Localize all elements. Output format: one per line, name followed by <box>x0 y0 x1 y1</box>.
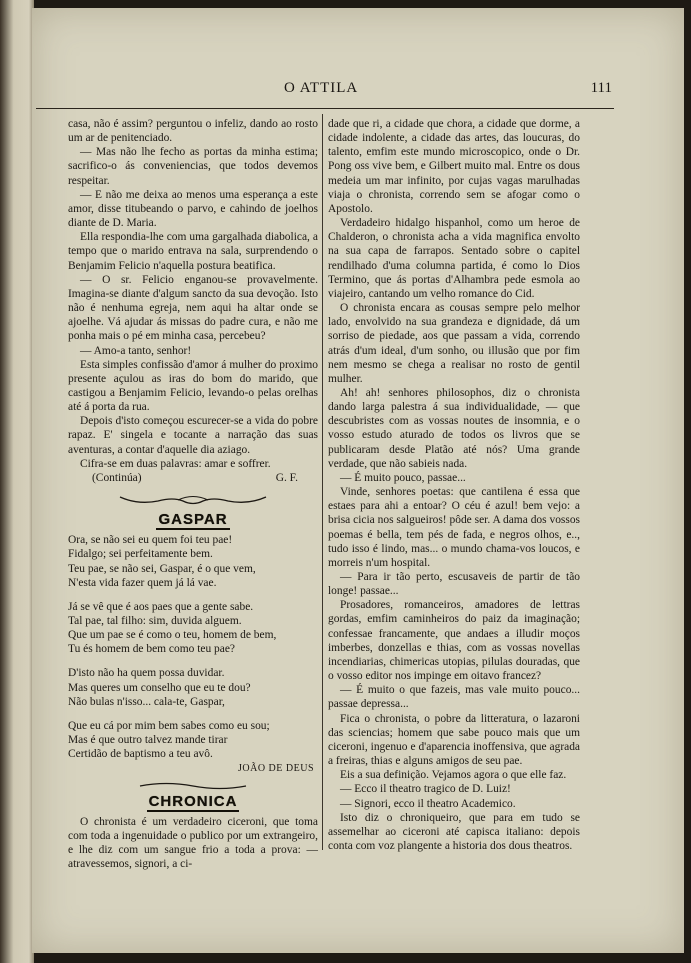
paragraph: Vinde, senhores poetas: que cantilena é essa que estaes para ahi a entoar? O céu é azul! bem vejo: a brisa cicia nos salgueiros! pôde ser. A dama dos vossos poemas é bella, tem pés de fada, e negros olhos, e.., tudo isso é lindo, mas... o mundo chama-vos loucos, e morreis n'um hospital. <box>328 486 580 569</box>
verse-line: Que um pae se é como o teu, homem de bem, <box>68 629 277 642</box>
paragraph: Prosadores, romanceiros, amadores de lettras gordas, emfim caminheiros do paiz da imaginação; confessae francamente, que andaes a illudir moços imberbes, donzellas e thias, com as vossas novellas incendiarias, chimericas utopias, pilulas douradas, que o vosso editor nos impinge em oitavo francez? <box>328 599 580 683</box>
poem-author: JOÃO DE DEUS <box>238 763 314 775</box>
paragraph: Cifra-se em duas palavras: amar e soffrer. <box>80 457 271 470</box>
paragraph: dade que ri, a cidade que chora, a cidade que dorme, a cidade indolente, a cidade das artes, das loucuras, do talento, emfim este mundo microscopico, onde o Dr. Pong oss vive bem, e Gilbert muito mal. Entre os dous medeia um mar infinito, por cujas vagas marulhadas viaja o chronista, correndo sem se afogar como o Apostolo. <box>328 118 580 215</box>
paragraph: — Mas não lhe fecho as portas da minha estima; sacrifico-o ás conveniencias, que todos devemos respeitar. <box>68 146 318 187</box>
paragraph: Depois d'isto começou escurecer-se a vida do pobre rapaz. E' singela e tocante a narração das suas aventuras, a contar d'aquelle dia aziago. <box>68 415 318 456</box>
ornament-divider <box>118 493 268 507</box>
header-rule <box>36 108 614 109</box>
paragraph: casa, não é assim? perguntou o infeliz, dando ao rosto um ar de penitenciado. <box>68 118 318 145</box>
verse-line: Tu és homem de bem como teu pae? <box>68 643 235 656</box>
poem-title: GASPAR <box>158 511 228 529</box>
stanza <box>68 666 318 708</box>
paragraph: — Signori, ecco il theatro Academico. <box>340 797 516 810</box>
stanza <box>68 533 318 590</box>
verse-line: Tal pae, tal filho: sim, duvida alguem. <box>68 615 242 627</box>
verse-line: Ora, se não sei eu quem foi teu pae! <box>68 534 233 547</box>
verse-line: Mas queres um conselho que eu te dou? <box>68 681 251 694</box>
paragraph: Eis a sua definição. Vejamos agora o que elle faz. <box>340 769 567 782</box>
paragraph: Esta simples confissão d'amor á mulher do proximo presente açulou as iras do bom do marido, que castigou a Benjamim Felicio, levando-o pelas orelhas até á porta da rua. <box>68 358 318 414</box>
continua-note: (Continúa) <box>92 471 142 484</box>
paragraph: — É muito pouco, passae... <box>340 471 466 484</box>
right-column <box>328 117 580 853</box>
verse-line: Já se vê que é aos paes que a gente sabe. <box>68 600 254 613</box>
verse-line: N'esta vida fazer quem já lá vae. <box>68 576 217 589</box>
column-divider <box>322 114 323 850</box>
stanza <box>68 719 318 761</box>
verse-line: D'isto não ha quem possa duvidar. <box>68 667 225 680</box>
left-page-edge <box>0 0 34 963</box>
paragraph: — O sr. Felicio enganou-se provavelmente. Imagina-se diante d'algum sancto da sua devoção. Isto não é nenhuma egreja, nem aqui ha altar onde se ajoelhe. Vá ajudar ás missas do padre cura, e não me ponha mais o pé em minha casa, percebeu? <box>68 273 318 343</box>
page-number: 111 <box>590 80 612 96</box>
verse-line: Teu pae, se não sei, Gaspar, é o que vem, <box>68 562 256 575</box>
paragraph: O chronista encara as cousas sempre pelo melhor lado, envolvido na sua grandeza e dignidade, dá um sorriso de piedade, aos que passam a vida, correndo atrás d'um ideal, d'um sonho, ou illusão que por fim nem mesmo se chega a realisar no rosto de gentil mulher. <box>328 302 580 385</box>
paragraph: O chronista é um verdadeiro ciceroni, que toma com toda a ingenuidade o publico por um extrangeiro, e lhe diz com um sangue frio a toda a prova: — atravessemos, signori, a ci- <box>68 815 318 871</box>
paragraph: Ella respondia-lhe com uma gargalhada diabolica, a tempo que o marido entrava na sala, surprendendo o Benjamim Felicio n'aquella postura beatifica. <box>68 231 318 272</box>
paragraph: — E não me deixa ao menos uma esperança a este amor, disse titubeando o parvo, e cahindo de joelhos diante de D. Maria. <box>68 188 318 230</box>
page-header <box>34 74 612 100</box>
verse-line: Que eu cá por mim bem sabes como eu sou; <box>68 719 270 732</box>
verse-line: Mas é que outro talvez mande tirar <box>68 734 228 747</box>
ornament-divider <box>138 781 248 791</box>
paragraph: — Para ir tão perto, escusaveis de partir de tão longe! passae... <box>328 571 580 598</box>
paragraph: — Amo-a tanto, senhor! <box>80 344 192 357</box>
paragraph: Isto diz o chroniqueiro, que para em tudo se assemelhar ao ciceroni até capisca italiano: depois conta com voz plangente a historia dos dous theatros. <box>328 811 580 852</box>
poem-body <box>68 533 318 776</box>
stanza <box>68 600 318 657</box>
left-column <box>68 117 318 871</box>
initials-signature: G. F. <box>275 471 298 484</box>
paragraph: Verdadeiro hidalgo hispanhol, como um heroe de Chalderon, o chronista acha a vida magnifica envolto na sua capa de farrapos. Sentado sobre o capitel rendilhado d'uma columna partida, é como lo Dios Termino, que ás portas d'Alhambra pede esmola ao viajeiro, cantando um velho romance do Cid. <box>328 217 580 300</box>
paragraph: Ah! ah! senhores philosophos, diz o chronista dando larga palestra á sua individualidade, — que descubristes com as vossas noutes de insomnia, e o vosso estudo aturado de todos os livros que se publicaram desde Platão até nós? Uma grande verdade, que não sabieis nada. <box>328 386 580 470</box>
verse-line: Fidalgo; sei perfeitamente bem. <box>68 548 213 561</box>
paragraph: Fica o chronista, o pobre da litteratura, o lazaroni das sciencias; homem que sabe pouco mais que um ciceroni, ingenuo e d'aparencia inoffensiva, que agrada a freiras, thias e alguns amigos de seu pae. <box>328 712 580 768</box>
paragraph: — É muito o que fazeis, mas vale muito pouco... passae depressa... <box>328 684 580 711</box>
continuation-line <box>68 471 318 485</box>
running-title: O ATTILA <box>284 80 359 96</box>
verse-line: Certidão de baptismo a teu avô. <box>68 748 213 761</box>
paragraph: — Ecco il theatro tragico de D. Luiz! <box>340 783 511 796</box>
verse-line: Não bulas n'isso... cala-te, Gaspar, <box>68 695 225 708</box>
chronicle-title: CHRONICA <box>148 792 238 810</box>
